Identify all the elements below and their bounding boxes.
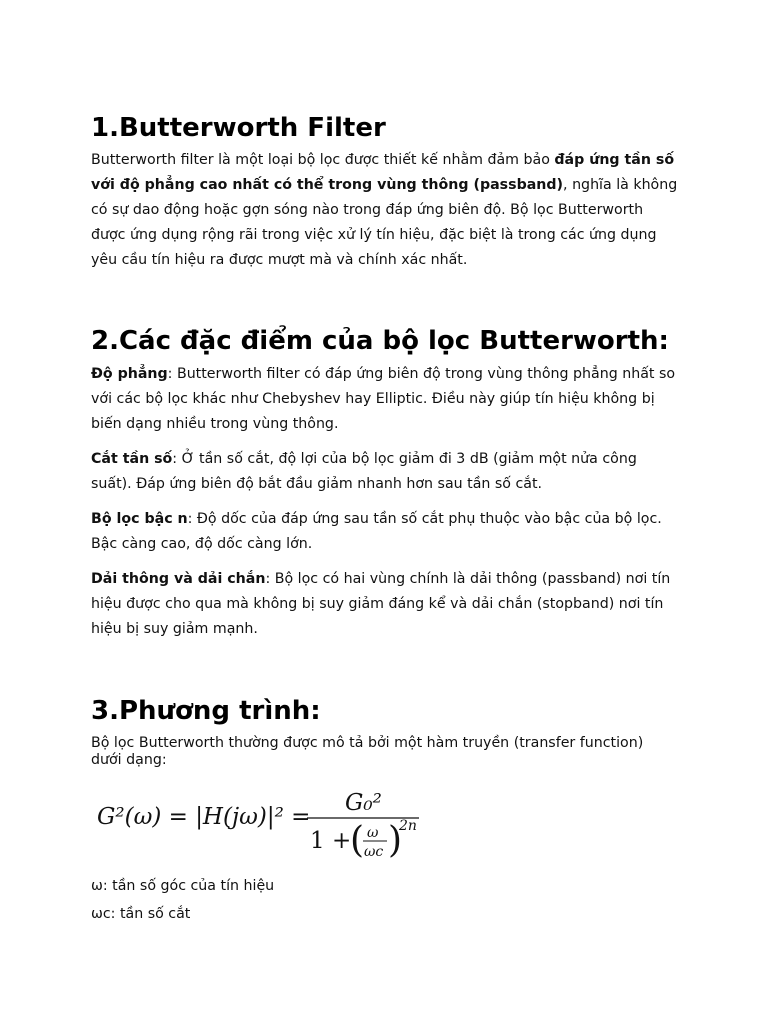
feature-text: : Độ dốc của đáp ứng sau tần số cắt phụ thuộc vào bậc của bộ lọc. Bậc càng cao, độ dốc càng lớn.	[91, 511, 662, 552]
formula-lhs: G²(ω) = |H(jω)|² =	[97, 804, 311, 830]
feature-term: Cắt tần số	[91, 451, 173, 467]
formula-ratio-top: ω	[367, 825, 379, 841]
formula-denominator-one: 1 +	[310, 828, 352, 854]
feature-cutoff	[91, 447, 681, 497]
feature-text: : Butterworth filter có đáp ứng biên độ trong vùng thông phẳng nhất so với các bộ lọc khác như Chebyshev hay Elliptic. Điều này giúp tín hiệu không bị biến dạng nhiều trong vùng thông.	[91, 366, 676, 432]
section-1-paragraph	[91, 148, 681, 273]
section-3-intro: Bộ lọc Butterworth thường được mô tả bởi một hàm truyền (transfer function) dưới dạng:	[91, 735, 644, 768]
feature-term: Bộ lọc bậc n	[91, 511, 188, 527]
feature-flatness	[91, 362, 681, 437]
section-1-emphasis: đáp ứng tần số với độ phẳng cao nhất có thể trong vùng thông (passband)	[91, 152, 675, 193]
section-3-heading: 3.Phương trình:	[91, 696, 321, 726]
formula-paren-right: )	[388, 820, 403, 861]
section-1-heading: 1.Butterworth Filter	[91, 113, 386, 143]
section-1-text-c: , nghĩa là không có sự dao động hoặc gợn sóng nào trong đáp ứng biên độ. Bộ lọc Butterworth được ứng dụng rộng rãi trong việc xử lý tín hiệu, đặc biệt là trong các ứng dụng yêu cầu tín hiệu ra được mượt mà và chính xác nhất.	[91, 177, 678, 268]
feature-text: : Bộ lọc có hai vùng chính là dải thông (passband) nơi tín hiệu được cho qua mà không bị suy giảm đáng kể và dải chắn (stopband) nơi tín hiệu bị suy giảm mạnh.	[91, 571, 671, 637]
definition-omega: ω: tần số góc của tín hiệu	[91, 878, 275, 894]
feature-order	[91, 507, 681, 557]
section-2-heading: 2.Các đặc điểm của bộ lọc Butterworth:	[91, 326, 669, 356]
formula-ratio-bottom: ωc	[364, 844, 384, 860]
feature-text: : Ở tần số cắt, độ lợi của bộ lọc giảm đi 3 dB (giảm một nửa công suất). Đáp ứng biên độ bắt đầu giảm nhanh hơn sau tần số cắt.	[91, 451, 637, 492]
formula-numerator: G₀²	[345, 790, 382, 816]
feature-term: Dải thông và dải chắn	[91, 571, 266, 587]
feature-term: Độ phẳng	[91, 366, 168, 382]
definition-omega-c: ωc: tần số cắt	[91, 906, 191, 922]
formula-paren-left: (	[350, 820, 365, 861]
section-1-text-a: Butterworth filter là một loại bộ lọc được thiết kế nhằm đảm bảo	[91, 152, 555, 168]
formula-exponent: 2n	[399, 818, 417, 834]
feature-bands	[91, 567, 681, 642]
transfer-function-formula	[89, 780, 429, 865]
